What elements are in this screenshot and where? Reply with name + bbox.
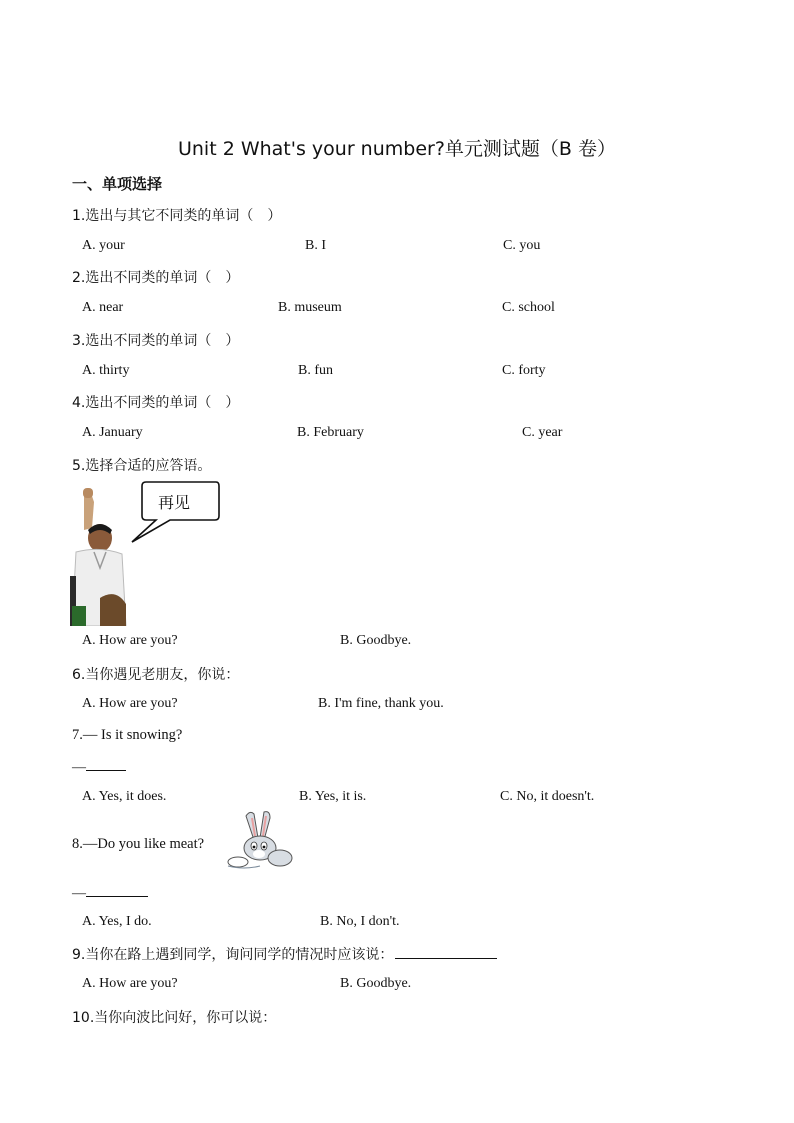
question-1: 1.选出与其它不同类的单词（ ） <box>72 208 282 224</box>
q7-dash: — <box>72 760 86 775</box>
q9-blank <box>395 946 497 959</box>
q7-answer-line <box>72 758 126 776</box>
q1-option-a: A. your <box>82 238 125 253</box>
question-2: 2.选出不同类的单词（ ） <box>72 270 240 286</box>
q8-option-a: A. Yes, I do. <box>82 914 152 929</box>
q6-option-b: B. I'm fine, thank you. <box>318 696 444 711</box>
q8-blank <box>86 884 148 897</box>
question-8: 8.—Do you like meat? <box>72 836 205 852</box>
q7-option-a: A. Yes, it does. <box>82 789 167 804</box>
q9-option-a: A. How are you? <box>82 976 178 991</box>
waving-man-illustration <box>70 488 130 626</box>
question-9 <box>72 944 497 964</box>
q8-answer-line <box>72 884 148 902</box>
q2-option-c: C. school <box>502 300 555 315</box>
q6-option-a: A. How are you? <box>82 696 178 711</box>
q3-option-a: A. thirty <box>82 363 130 378</box>
q2-option-a: A. near <box>82 300 124 315</box>
q4-option-a: A. January <box>82 425 143 440</box>
q2-option-b: B. museum <box>278 300 342 315</box>
q7-option-b: B. Yes, it is. <box>299 789 367 804</box>
page-title: Unit 2 What's your number?单元测试题（B 卷） <box>177 138 616 160</box>
q9-option-b: B. Goodbye. <box>340 976 412 991</box>
q1-option-b: B. I <box>305 238 326 253</box>
question-6: 6.当你遇见老朋友，你说： <box>72 667 240 683</box>
q7-blank <box>86 758 126 771</box>
q4-option-c: C. year <box>522 425 563 440</box>
q8-dash: — <box>72 886 86 901</box>
q7-option-c: C. No, it doesn't. <box>500 789 595 804</box>
question-3: 3.选出不同类的单词（ ） <box>72 333 240 349</box>
q1-option-c: C. you <box>503 238 541 253</box>
question-7: 7.— Is it snowing? <box>72 727 183 743</box>
q5-option-a: A. How are you? <box>82 633 178 648</box>
bunny-illustration <box>224 810 294 872</box>
question-10: 10.当你向波比问好，你可以说： <box>72 1010 277 1026</box>
question-9-text: 9.当你在路上遇到同学，询问同学的情况时应该说： <box>72 947 394 963</box>
q5-option-b: B. Goodbye. <box>340 633 412 648</box>
q8-option-b: B. No, I don't. <box>320 914 400 929</box>
question-4: 4.选出不同类的单词（ ） <box>72 395 240 411</box>
q3-option-c: C. forty <box>502 363 546 378</box>
q3-option-b: B. fun <box>298 363 333 378</box>
speech-bubble-text: 再见 <box>158 493 191 512</box>
section-heading: 一、单项选择 <box>72 175 163 193</box>
q4-option-b: B. February <box>297 425 364 440</box>
question-5: 5.选择合适的应答语。 <box>72 458 212 474</box>
